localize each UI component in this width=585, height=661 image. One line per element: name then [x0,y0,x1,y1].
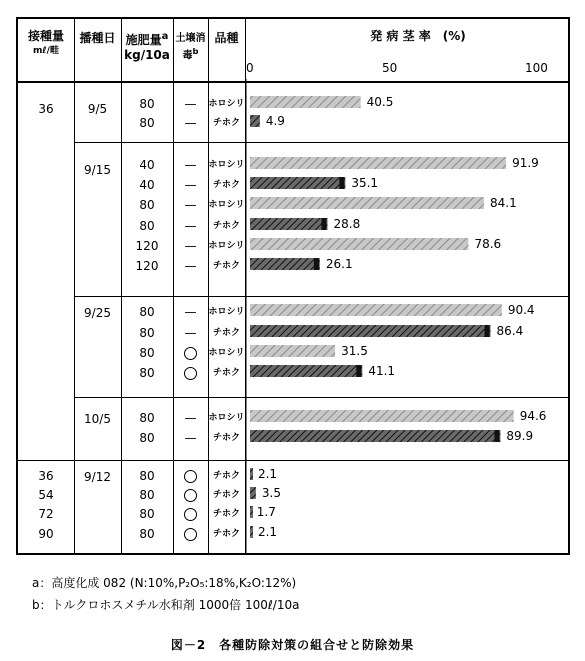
variety-value: ホロシリ [208,348,245,358]
fert-value: 80 [139,219,155,233]
fert-value: 80 [139,366,155,380]
figure-caption: 図－2 各種防除対策の組合せと防除効果 [170,638,415,652]
dose-value: 54 [38,488,54,502]
soil-treatment-mark: — [184,239,197,253]
bar-value-label: 3.5 [261,486,281,500]
bar-value-label: 78.6 [474,237,502,251]
bar-end-mark [314,258,319,270]
variety-value: チホク [212,368,240,378]
bar [250,506,253,518]
header-dose-unit: mℓ/畦 [33,46,59,56]
variety-value: チホク [212,471,240,481]
bar [250,325,491,337]
variety-value: チホク [212,529,240,539]
bar-value-label: 1.7 [256,505,276,519]
variety-value: ホロシリ [208,307,245,317]
bar [250,468,253,480]
variety-value: ホロシリ [208,413,245,423]
bar-value-label: 4.9 [265,114,285,128]
bar-value-label: 31.5 [341,344,368,358]
variety-value: チホク [212,180,240,190]
bar [250,487,256,499]
dose-value: 36 [38,469,54,483]
bar [250,526,253,538]
bar-value-label: 2.1 [257,467,278,481]
footnote-a: a：高度化成 082 (N:10%,P₂O₅:18%,K₂O:12%) [32,576,297,590]
fert-value: 80 [139,326,155,340]
soil-treatment-mark: — [184,158,197,172]
bar-value-label: 40.5 [366,95,394,109]
dose-value: 90 [38,527,54,541]
variety-value: チホク [212,509,240,519]
fert-value: 80 [139,431,155,445]
soil-treatment-mark: — [184,97,197,111]
fert-value: 40 [139,178,155,192]
bar-value-label: 26.1 [325,257,353,271]
fert-value: 80 [139,116,155,130]
soil-treatment-mark: — [184,431,197,445]
bar [250,218,328,230]
fert-value: 80 [139,305,155,319]
header-dose-label: 接種量 [27,29,64,43]
bar [250,96,361,108]
variety-value: ホロシリ [208,160,245,170]
bar-value-label: 41.1 [368,364,396,378]
fert-value: 120 [135,259,159,273]
bar-value-label: 86.4 [496,324,524,338]
header-date: 播種日 [79,31,116,45]
bar-value-label: 28.8 [333,217,361,231]
variety-value: ホロシリ [208,200,245,210]
header-fert-unit: kg/10a [124,48,170,62]
variety-value: チホク [212,221,240,231]
bar-end-mark [339,177,344,189]
date-value: 10/5 [84,412,111,426]
dose-value: 36 [38,102,54,116]
soil-treatment-mark: — [184,116,197,130]
axis-tick-label: 0 [246,61,254,75]
variety-value: ホロシリ [208,241,245,251]
bar-value-label: 94.6 [519,409,547,423]
bar [250,157,506,169]
footnote-b: b：トルクロホスメチル水和剤 1000倍 100ℓ/10a [32,598,300,612]
date-value: 9/12 [84,470,111,484]
bar [250,177,345,189]
fert-value: 80 [139,346,155,360]
variety-value: ホロシリ [208,99,245,109]
bar-value-label: 84.1 [490,196,517,210]
variety-value: チホク [212,328,240,338]
soil-treatment-mark: — [184,219,197,233]
bar [250,345,335,357]
variety-value: チホク [212,118,240,128]
bar-value-label: 90.4 [507,303,535,317]
fert-value: 80 [139,527,155,541]
fert-value: 80 [139,198,155,212]
bar [250,258,320,270]
bar-value-label: 91.9 [512,156,539,170]
bar [250,197,484,209]
date-value: 9/15 [84,163,111,177]
header-rate: 発 病 茎 率 (%) [370,29,466,43]
header-chem-mark: b [192,46,199,56]
header-chem-label: 土壌消毒 [175,33,206,62]
soil-treatment-mark: — [184,259,197,273]
date-value: 9/25 [84,306,111,320]
bar [250,430,500,442]
soil-treatment-mark: — [184,326,197,340]
header-variety: 品種 [214,31,239,45]
bar-end-mark [322,218,327,230]
bar [250,238,468,250]
variety-value: チホク [212,433,240,443]
bar-end-mark [356,365,361,377]
fert-value: 80 [139,469,155,483]
header-fert-mark: a [161,31,169,42]
bar [250,410,514,422]
fert-value: 120 [135,239,159,253]
date-value: 9/5 [87,102,108,116]
bar-value-label: 89.9 [506,429,534,443]
soil-treatment-mark: — [184,411,197,425]
bar-value-label: 35.1 [351,176,379,190]
bar-end-mark [485,325,490,337]
soil-treatment-mark: — [184,198,197,212]
variety-value: チホク [212,490,240,500]
axis-tick-label: 100 [525,61,548,75]
bar-value-label: 2.1 [257,525,278,539]
bar-end-mark [494,430,499,442]
fert-value: 80 [139,411,155,425]
soil-treatment-mark: — [184,305,197,319]
bar [250,115,260,127]
header-fert-label: 施肥量 [125,33,162,47]
bar [250,365,362,377]
soil-treatment-mark: — [184,178,197,192]
variety-value: チホク [212,261,240,271]
fert-value: 80 [139,488,155,502]
dose-value: 72 [38,507,54,521]
bar [250,304,502,316]
fert-value: 80 [139,507,155,521]
axis-tick-label: 50 [382,61,398,75]
fert-value: 80 [139,97,155,111]
fert-value: 40 [139,158,155,172]
